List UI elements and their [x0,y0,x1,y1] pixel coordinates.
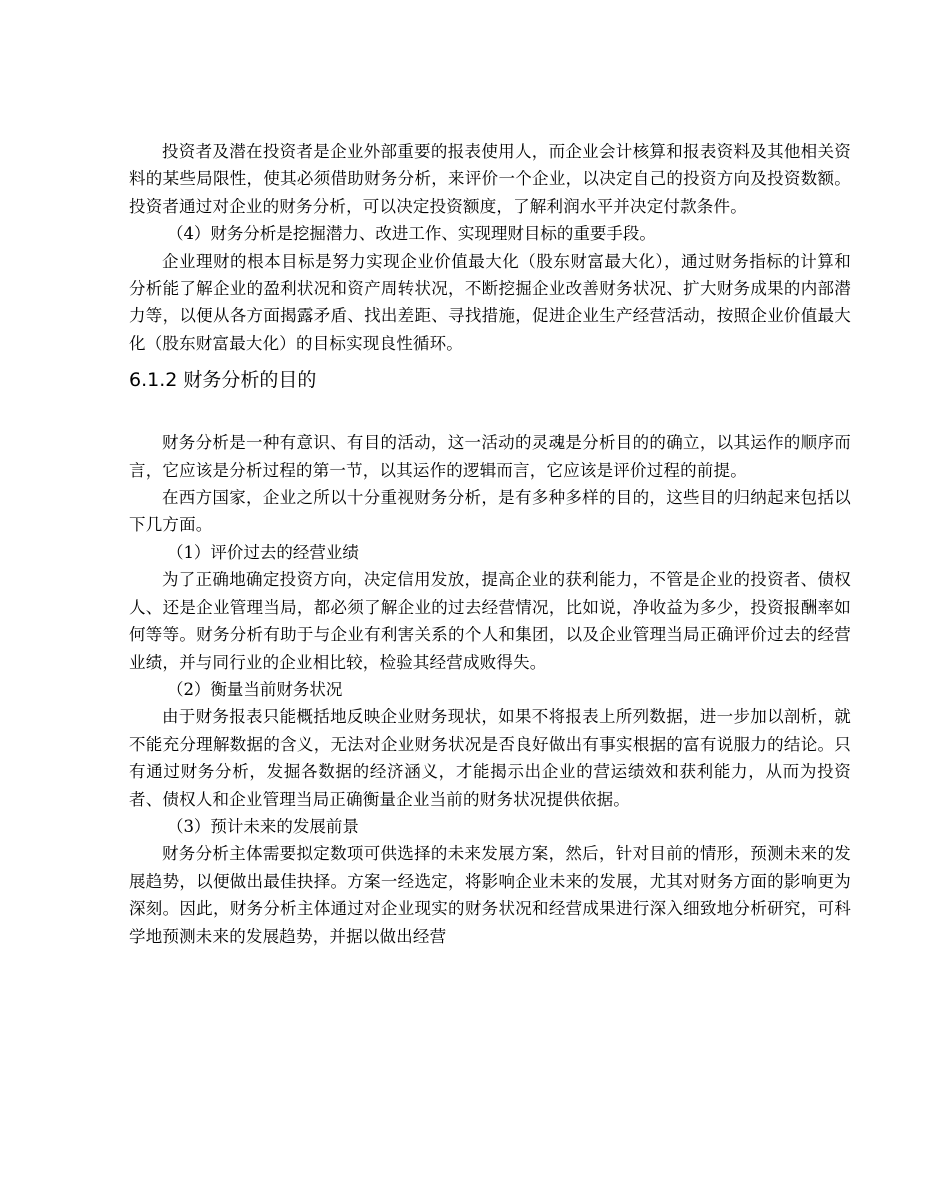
paragraph-current-status: 由于财务报表只能概括地反映企业财务现状，如果不将报表上所列数据，进一步加以剖析，就不能充分理解数据的含义，无法对企业财务状况是否良好做出有事实根据的富有说服力的结论。只有通过财务分析，发掘各数据的经济涵义，才能揭示出企业的营运绩效和获利能力，从而为投资者、债权人和企业管理当局正确衡量企业当前的财务状况提供依据。 [129,707,851,809]
list-item-1: （1）评价过去的经营业绩 [166,542,359,562]
paragraph-financial-goal: 企业理财的根本目标是努力实现企业价值最大化（股东财富最大化），通过财务指标的计算和分析能了解企业的盈利状况和资产周转状况，不断挖掘企业改善财务状况、扩大财务成果的内部潜力等，以便从各方面揭露矛盾、找出差距、寻找措施，促进企业生产经营活动，按照企业价值最大化（股东财富最大化）的目标实现良性循环。 [129,251,851,353]
document-page [129,138,851,950]
list-item-3: （3）预计未来的发展前景 [166,816,359,836]
paragraph-purpose-intro: 财务分析是一种有意识、有目的活动，这一活动的灵魂是分析目的的确立，以其运作的顺序而言，它应该是分析过程的第一节，以其运作的逻辑而言，它应该是评价过程的前提。 [129,433,851,480]
paragraph-investors: 投资者及潜在投资者是企业外部重要的报表使用人，而企业会计核算和报表资料及其他相关资料的某些局限性，使其必须借助财务分析，来评价一个企业，以决定自己的投资方向及投资数额。投资者通过对企业的财务分析，可以决定投资额度，了解利润水平并决定付款条件。 [129,142,851,216]
paragraph-western-countries: 在西方国家，企业之所以十分重视财务分析，是有多种多样的目的，这些目的归纳起来包括以下几方面。 [129,488,851,535]
paragraph-future-prospects: 财务分析主体需要拟定数项可供选择的未来发展方案，然后，针对目前的情形，预测未来的发展趋势，以便做出最佳抉择。方案一经选定，将影响企业未来的发展，尤其对财务方面的影响更为深刻。因此，财务分析主体通过对企业现实的财务状况和经营成果进行深入细致地分析研究，可科学地预测未来的发展趋势，并据以做出经营 [129,844,851,946]
list-item-4: （4）财务分析是挖掘潜力、改进工作、实现理财目标的重要手段。 [166,224,656,244]
paragraph-past-performance: 为了正确地确定投资方向，决定信用发放，提高企业的获利能力，不管是企业的投资者、债权人、还是企业管理当局，都必须了解企业的过去经营情况，比如说，净收益为多少，投资报酬率如何等等。财务分析有助于与企业有利害关系的个人和集团，以及企业管理当局正确评价过去的经营业绩，并与同行业的企业相比较，检验其经营成败得失。 [129,570,851,672]
list-item-2: （2）衡量当前财务状况 [166,679,343,699]
section-heading: 6.1.2 财务分析的目的 [129,369,317,392]
